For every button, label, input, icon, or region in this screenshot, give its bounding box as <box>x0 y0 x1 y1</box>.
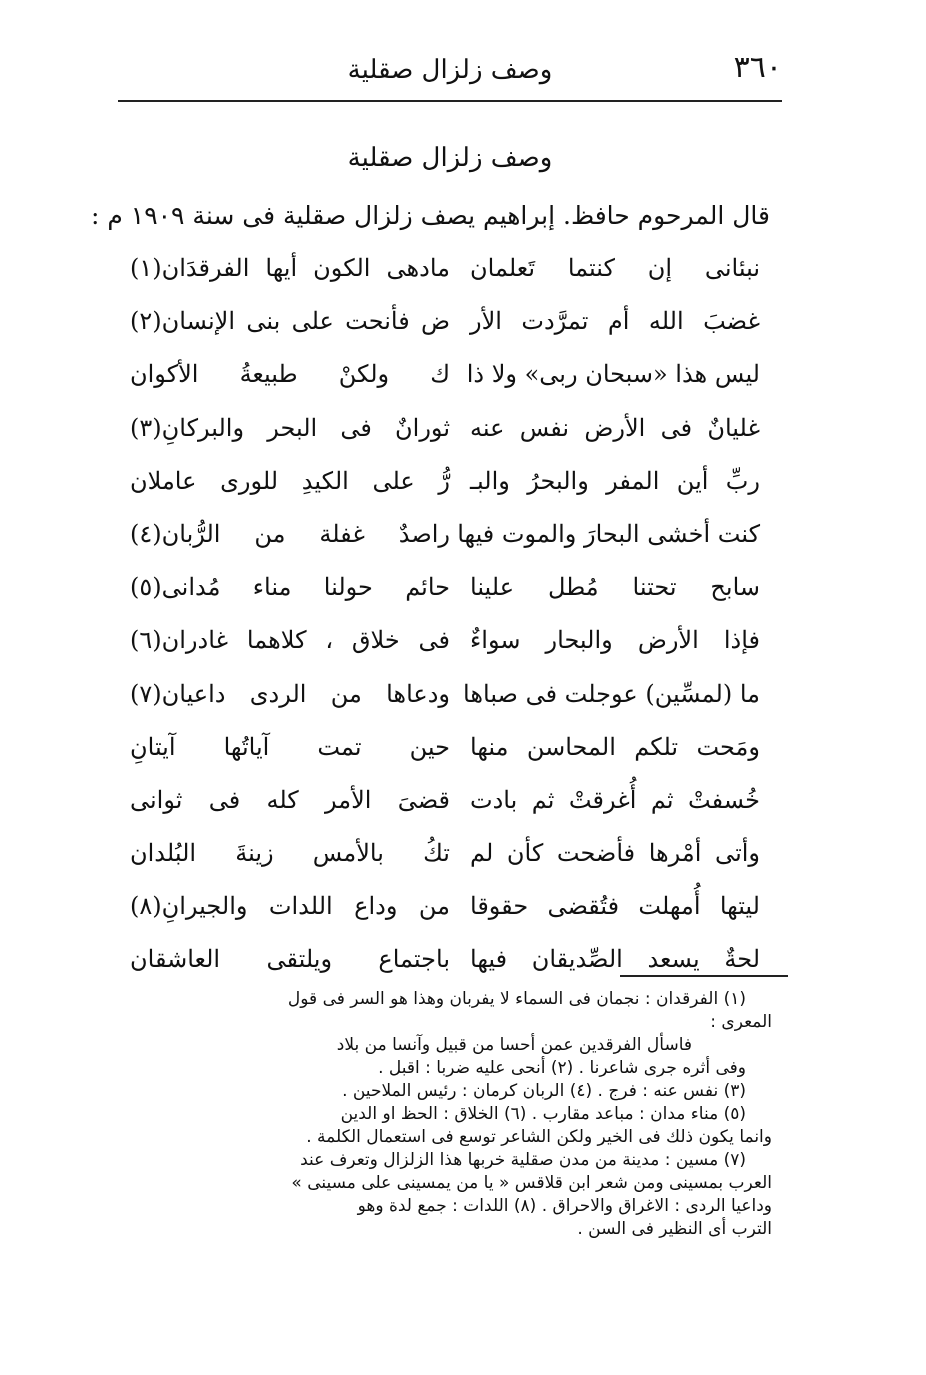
verse-first-hemistich: سابح تحتنا مُطل علينا <box>470 573 760 602</box>
verse-second-hemistich: رُّ على الكيدِ للورى عاملان <box>130 466 450 495</box>
verse-first-hemistich: كنت أخشى البحارَ والموت فيها <box>457 519 760 548</box>
verse-first-hemistich: ومَحت تلكم المحاسن منها <box>470 732 760 761</box>
verse-line <box>130 725 770 778</box>
verse-first-hemistich: غضبَ الله أم تمرَّدت الأر <box>470 307 760 336</box>
verse-second-hemistich: مادهى الكون أيها الفرقدَان(١) <box>130 254 450 282</box>
poem-title: وصف زلزال صقلية <box>347 143 553 173</box>
verse-first-hemistich: لحةٌ يسعد الصِّديقان فيها <box>470 945 760 974</box>
verse-second-hemistich: قضىَ الأمر كله فى ثوانى <box>130 785 450 814</box>
verse-second-hemistich: من وداع اللدات والجيرانِ(٨) <box>130 892 450 921</box>
verse-second-hemistich: تكُ بالأمس زينةَ البُلدان <box>130 839 450 868</box>
verse-second-hemistich: حائم حولنا مناء مُدانى(٥) <box>130 573 450 602</box>
footnote-line: فاسأل الفرقدين عمن أحسا من قبيل وآنسا من بلاد <box>336 1035 692 1055</box>
intro-line: قال المرحوم حافظ. إبراهيم يصف زلزال صقلية فى سنة ١٩٠٩ م : <box>90 201 770 230</box>
page-number: ٣٦٠ <box>733 50 782 85</box>
verse-second-hemistich: باجتماع ويلتقى العاشقان <box>130 945 450 974</box>
verse-first-hemistich: وأتى أمْرها فأضحت كأن لم <box>470 839 760 868</box>
verse-second-hemistich: حين تمت آياتُها آيتانِ <box>130 732 450 761</box>
footnote-line: وفى أثره جرى شاعرنا . (٢) أنحى عليه ضربا : اقبل . <box>378 1058 746 1078</box>
footnote-line: (٧) مسين : مدينة من مدن صقلية خربها هذا الزلزال وتعرف عند <box>300 1150 746 1170</box>
verse-line <box>130 565 770 618</box>
running-title: وصف زلزال صقلية <box>347 55 553 85</box>
footnote-line: وداعيا الردى : الاغراق والاحراق . (٨) اللدات : جمع لدة وهو <box>357 1196 772 1216</box>
verse-line <box>130 937 770 990</box>
verse-second-hemistich: ك ولكنْ طبيعةُ الأكوان <box>130 360 450 389</box>
footnote-rule <box>620 975 788 977</box>
verse-line <box>130 831 770 884</box>
footnote-line: الترب أى النظير فى السن . <box>577 1219 772 1239</box>
verse-second-hemistich: راصدٌ غفلة من الرُّبان(٤) <box>130 519 450 548</box>
verse-line <box>130 459 770 512</box>
header-rule <box>118 100 782 102</box>
verse-line <box>130 618 770 671</box>
verse-line <box>130 778 770 831</box>
verse-line <box>130 884 770 937</box>
poem <box>130 246 770 991</box>
footnotes <box>132 988 772 1241</box>
verse-first-hemistich: ربِّ أين المفر والبحرُ والبـ <box>470 466 760 495</box>
verse-line <box>130 352 770 405</box>
verse-first-hemistich: ليتها أُمهلت فتُقضى حقوقا <box>470 892 760 921</box>
running-head <box>118 44 782 94</box>
verse-second-hemistich: ض فأنحت على بنى الإنسان(٢) <box>130 307 450 336</box>
verse-second-hemistich: ودعاها من الردى داعيان(٧) <box>130 679 450 708</box>
footnote-line: وانما يكون ذلك فى الخير ولكن الشاعر توسع فى استعمال الكلمة . <box>306 1127 772 1147</box>
verse-first-hemistich: نبئانى إن كنتما تَعلمان <box>470 254 760 282</box>
verse-second-hemistich: فى خلاق ، كلاهما غادران(٦) <box>130 626 450 655</box>
verse-second-hemistich: ثورانٌ فى البحر والبركانِ(٣) <box>130 413 450 442</box>
verse-first-hemistich: خُسفتْ ثم أُغرقتْ ثم بادت <box>470 785 760 814</box>
verse-line <box>130 246 770 299</box>
footnote-line: (٣) نفس عنه : فرج . (٤) الربان كرمان : رئيس الملاحين . <box>342 1081 746 1101</box>
footnote-line: العرب بمسينى ومن شعر ابن قلاقس « يا من يمسينى على مسينى » <box>291 1173 772 1193</box>
verse-first-hemistich: ليس هذا «سبحان ربى» ولا ذا <box>466 360 760 389</box>
verse-line <box>130 512 770 565</box>
verse-line <box>130 672 770 725</box>
footnote-line: (١) الفرقدان : نجمان فى السماء لا يفربان وهذا هو السر فى قول <box>287 989 746 1009</box>
verse-first-hemistich: غليانٌ فى الأرض نفس عنه <box>470 413 760 442</box>
verse-line <box>130 406 770 459</box>
verse-first-hemistich: ما (لمسِّين) عوجلت فى صباها <box>463 679 760 708</box>
footnote-line: المعرى : <box>710 1012 772 1032</box>
verse-line <box>130 299 770 352</box>
verse-first-hemistich: فإذا الأرض والبحار سواءٌ <box>470 626 760 655</box>
footnote-line: (٥) مناء مدان : مباعد مقارب . (٦) الخلاق : الحظ او الدين <box>340 1104 746 1124</box>
